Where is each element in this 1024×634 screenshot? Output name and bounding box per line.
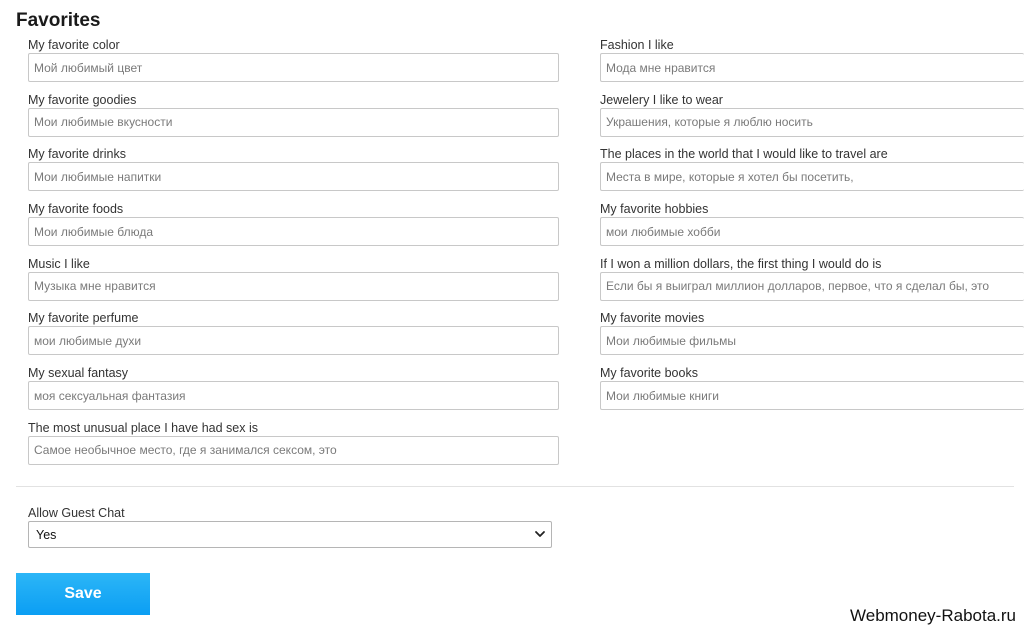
watermark-text: Webmoney-Rabota.ru bbox=[850, 606, 1016, 625]
million-dollars-input[interactable] bbox=[600, 272, 1024, 301]
favorite-foods-input[interactable] bbox=[28, 217, 559, 246]
field-favorite-books bbox=[600, 366, 1024, 421]
field-label: My favorite perfume bbox=[28, 311, 139, 326]
unusual-place-input[interactable] bbox=[28, 436, 559, 465]
field-favorite-goodies bbox=[28, 93, 559, 148]
sexual-fantasy-input[interactable] bbox=[28, 381, 559, 410]
favorite-books-input[interactable] bbox=[600, 381, 1024, 410]
travel-places-input[interactable] bbox=[600, 162, 1024, 191]
field-favorite-hobbies bbox=[600, 202, 1024, 257]
save-button[interactable]: Save bbox=[16, 573, 150, 615]
guest-chat-selected-value: Yes bbox=[36, 528, 57, 542]
field-label: My favorite drinks bbox=[28, 147, 126, 162]
field-music bbox=[28, 257, 559, 312]
guest-chat-select[interactable] bbox=[28, 521, 552, 548]
favorite-perfume-input[interactable] bbox=[28, 326, 559, 355]
field-label: The most unusual place I have had sex is bbox=[28, 420, 258, 435]
favorite-drinks-input[interactable] bbox=[28, 162, 559, 191]
chevron-down-icon bbox=[534, 528, 546, 540]
page-title: Favorites bbox=[16, 10, 101, 31]
field-label: My favorite movies bbox=[600, 311, 705, 326]
field-favorite-movies bbox=[600, 311, 1024, 366]
field-label: Fashion I like bbox=[600, 38, 674, 52]
field-jewelery bbox=[600, 93, 1024, 148]
field-label: My favorite books bbox=[600, 366, 698, 381]
field-label: My favorite foods bbox=[28, 202, 124, 217]
guest-chat-label: Allow Guest Chat bbox=[28, 506, 125, 520]
music-input[interactable] bbox=[28, 272, 559, 301]
field-sexual-fantasy bbox=[28, 366, 559, 421]
fashion-input[interactable] bbox=[600, 53, 1024, 82]
field-million-dollars bbox=[600, 257, 1024, 312]
section-divider bbox=[16, 486, 1014, 487]
field-label: My sexual fantasy bbox=[28, 366, 129, 381]
favorites-left-column bbox=[28, 38, 559, 476]
field-label: Jewelery I like to wear bbox=[600, 92, 723, 107]
favorite-color-input[interactable] bbox=[28, 53, 559, 82]
field-label: My favorite hobbies bbox=[600, 202, 709, 217]
field-favorite-drinks bbox=[28, 147, 559, 202]
favorite-goodies-input[interactable] bbox=[28, 108, 559, 137]
field-favorite-foods bbox=[28, 202, 559, 257]
field-fashion bbox=[600, 38, 1024, 93]
favorite-movies-input[interactable] bbox=[600, 326, 1024, 355]
field-favorite-perfume bbox=[28, 311, 559, 366]
field-label: If I won a million dollars, the first thing I would do is bbox=[600, 256, 882, 271]
field-label: Music I like bbox=[28, 256, 90, 271]
field-unusual-place bbox=[28, 421, 559, 476]
field-favorite-color bbox=[28, 38, 559, 93]
field-label: My favorite goodies bbox=[28, 92, 137, 107]
jewelery-input[interactable] bbox=[600, 108, 1024, 137]
field-travel-places bbox=[600, 147, 1024, 202]
favorite-hobbies-input[interactable] bbox=[600, 217, 1024, 246]
favorites-right-column bbox=[600, 38, 1024, 421]
field-label: The places in the world that I would like to travel are bbox=[600, 147, 888, 162]
field-label: My favorite color bbox=[28, 38, 120, 52]
